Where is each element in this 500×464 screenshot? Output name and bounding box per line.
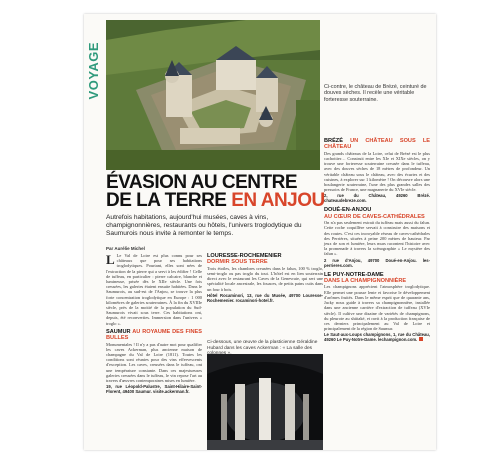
col3-section2-address: 2 rue d'Anjou, 49700 Doué-en-Anjou. les-perrieres.com.	[324, 257, 430, 268]
castle-photo	[106, 20, 320, 170]
byline: Par Aurélie Michel	[106, 246, 145, 251]
column-2	[207, 253, 323, 303]
col1-section-accent: AU ROYAUME DES FINES BULLES	[106, 328, 203, 342]
col3-section2-line1: DOUÉ-EN-ANJOU	[324, 207, 372, 214]
art-photo-caption: Ci-dessous, une œuvre de la plasticienne Géraldine Hubard dans les caves Ackerman : « La salle des	[207, 340, 318, 351]
col2-section-body: Trois étoiles, les chambres creusées dans le falun, 100 % troglo, semi-troglo ou pas troglo du tout. L'hôtel est en lien souterrain direct avec le restaurant les Caves de la Genevraie, qui sert une spécialité locale ancestrale, les fouaces, de petits pains cuits dans un four à bois.	[207, 265, 323, 292]
castle-photo-caption: Ci-contre, le château de Brézé, ceinturé de douves sèches. Il recèle une véritable forteresse souterraine.	[324, 84, 427, 103]
col3-section1-address: 2, rue du Château, 49260 Brézé. chateaudebreze.com.	[324, 193, 430, 204]
headline-line1: ÉVASION AU CENTRE	[106, 172, 298, 193]
col3-section3-body: Les champignons apprécient l'atmosphère troglodytique. Elle permet une pousse lente et favorise le développement d'arômes fruités. Dans le même esprit que de quarante ans, Jacky nous guide à travers sa champignonnière, installée dans une ancienne carrière d'extraction de tuffeau (XVIe siècle). Il cultive une dizaine de variétés de champignons, du pleurote au shiitaké, et ravit à la production française de ces derniers principalement au Val de Loire et principalement de la région de Saumur.	[324, 284, 430, 332]
column-1	[106, 253, 202, 394]
article-intro: Autrefois habitations, aujourd'hui musées, caves à vins, champignonnières, restaurants ou hôtels, l'univers troglodytique du Saumurois nous invite à remonter le temps.	[106, 214, 302, 237]
col3-section1-body: Des grands châteaux de la Loire, celui de Brézé est le plus cachottier… Construit entre les XIe et XIXe siècles, on y trouve une forteresse souterraine creusée dans le tuffeau, avec des douves sèches de 18 mètres de profondeur. Un véritable château sous le château, avec des écuries et des cuisines, à explorer sur 1 kilomètre ! On découvre alors une boulangerie souterraine, l'une des plus grandes salles des pressoirs de France, une magnanerie du XVIe siècle.	[324, 150, 430, 193]
col2-section-heading	[207, 253, 323, 266]
col3-section3-address-text: Le Saut-aux-Loups champignons, 1, rue du Château, 49260 Le Puy-Notre-Dame. lechampignon.com.	[324, 332, 430, 343]
col1-section-heading	[106, 329, 202, 342]
magazine-page	[84, 14, 436, 450]
col1-section-prefix: SAUMUR	[106, 328, 133, 335]
headline-line2	[106, 192, 326, 210]
col2-address: Hôtel Rocaminori, 13, rue du Musée, 49700 Louresse-Rochemenier. rocaminori-hotel.fr.	[207, 292, 323, 303]
article-headline	[106, 174, 326, 210]
col2-section-line1: LOURESSE-ROCHEMENIER	[207, 253, 282, 259]
dropcap: L	[106, 252, 115, 267]
col1-body	[106, 253, 202, 326]
end-mark	[419, 337, 423, 341]
headline-line2-prefix: DE LA TERRE	[106, 190, 232, 211]
headline-accent: EN ANJOU	[231, 190, 325, 211]
col1-section-body: Monumentales ! Il n'y a pas d'autre mot pour qualifier les caves Ackerman, plus ancienne maison de champagne du Val de Loire (1811). Toutes les conditions sont réunies pour des vins effervescents d'exception. Les caves, creusées dans le tuffeau, ont une température constante. Dans ces majestueuses galeries creusées dans le tuffeau, le vin repose l'art au travers d'œuvres contemporaines mises en lumière.	[106, 341, 202, 384]
col3-section3-line1: LE PUY-NOTRE-DAME	[324, 271, 384, 278]
col3-section2-line2: AU CŒUR DE CAVES-CATHÉDRALES	[324, 213, 425, 220]
col3-section1-accent: UN CHÂTEAU SOUS LE CHÂTEAU	[324, 138, 431, 151]
col3-section1-heading	[324, 138, 430, 151]
cave-art-photo	[207, 354, 323, 450]
col3-section1-prefix: BRÉZÉ	[324, 138, 351, 144]
section-tag: VOYAGE	[86, 42, 101, 100]
cave-illustration	[207, 354, 323, 450]
col2-section-line2: DORMIR SOUS TERRE	[207, 259, 268, 266]
col3-section3-address	[324, 332, 430, 342]
castle-illustration	[106, 20, 320, 170]
col1-address: 19, rue Léopold-Palustre, Saint-Hilaire-Saint-Florent, 49400 Saumur. visite.ackerman.fr.	[106, 384, 202, 395]
col3-section2-body: On n'a pas seulement extrait du tuffeau mais aussi du falun. Cette roche coquillère servait à construire des maisons et des routes. C'est ces incroyable réseau de caves-cathédrales des Perrières, situées à peine 200 mètres de hauteur. Par jeux de son et lumière, leurs murs racontent l'histoire avec la promenade à travers la scénographie « Le mystère des falun ».	[324, 220, 430, 257]
section-sidebar	[84, 14, 106, 450]
col3-section3-line2: DANS LA CHAMPIGNONNIÈRE	[324, 278, 407, 285]
column-3	[324, 138, 430, 342]
col1-body-text: Le Val de Loire est plus connu pour ses châteaux que pour ses habitations troglodytiques. Pourtant, elles sont nées de l'extraction de la pierre qui a servi à les édifier ! Celle de tuffeau, en particulier : pierre calcaire, blanche et lumineuse, prisée dès le XIIe siècle. Une fois creusées, les galeries étaient ensuite habitées. Dans le Saumurois, au sud-est de l'Anjou, se trouve la plus forte concentration troglodytique en Europe : 1 000 kilomètres de galeries souterraines. À la fin du XVIIIe siècle, près de la moitié de la population du Sud-Saumurois vivait sous terre. Ces habitations ont, depuis, été reconverties. Immersion dans l'univers « troglo ».	[106, 253, 202, 326]
col3-section3-heading	[324, 272, 430, 285]
col3-section2-heading	[324, 207, 430, 220]
